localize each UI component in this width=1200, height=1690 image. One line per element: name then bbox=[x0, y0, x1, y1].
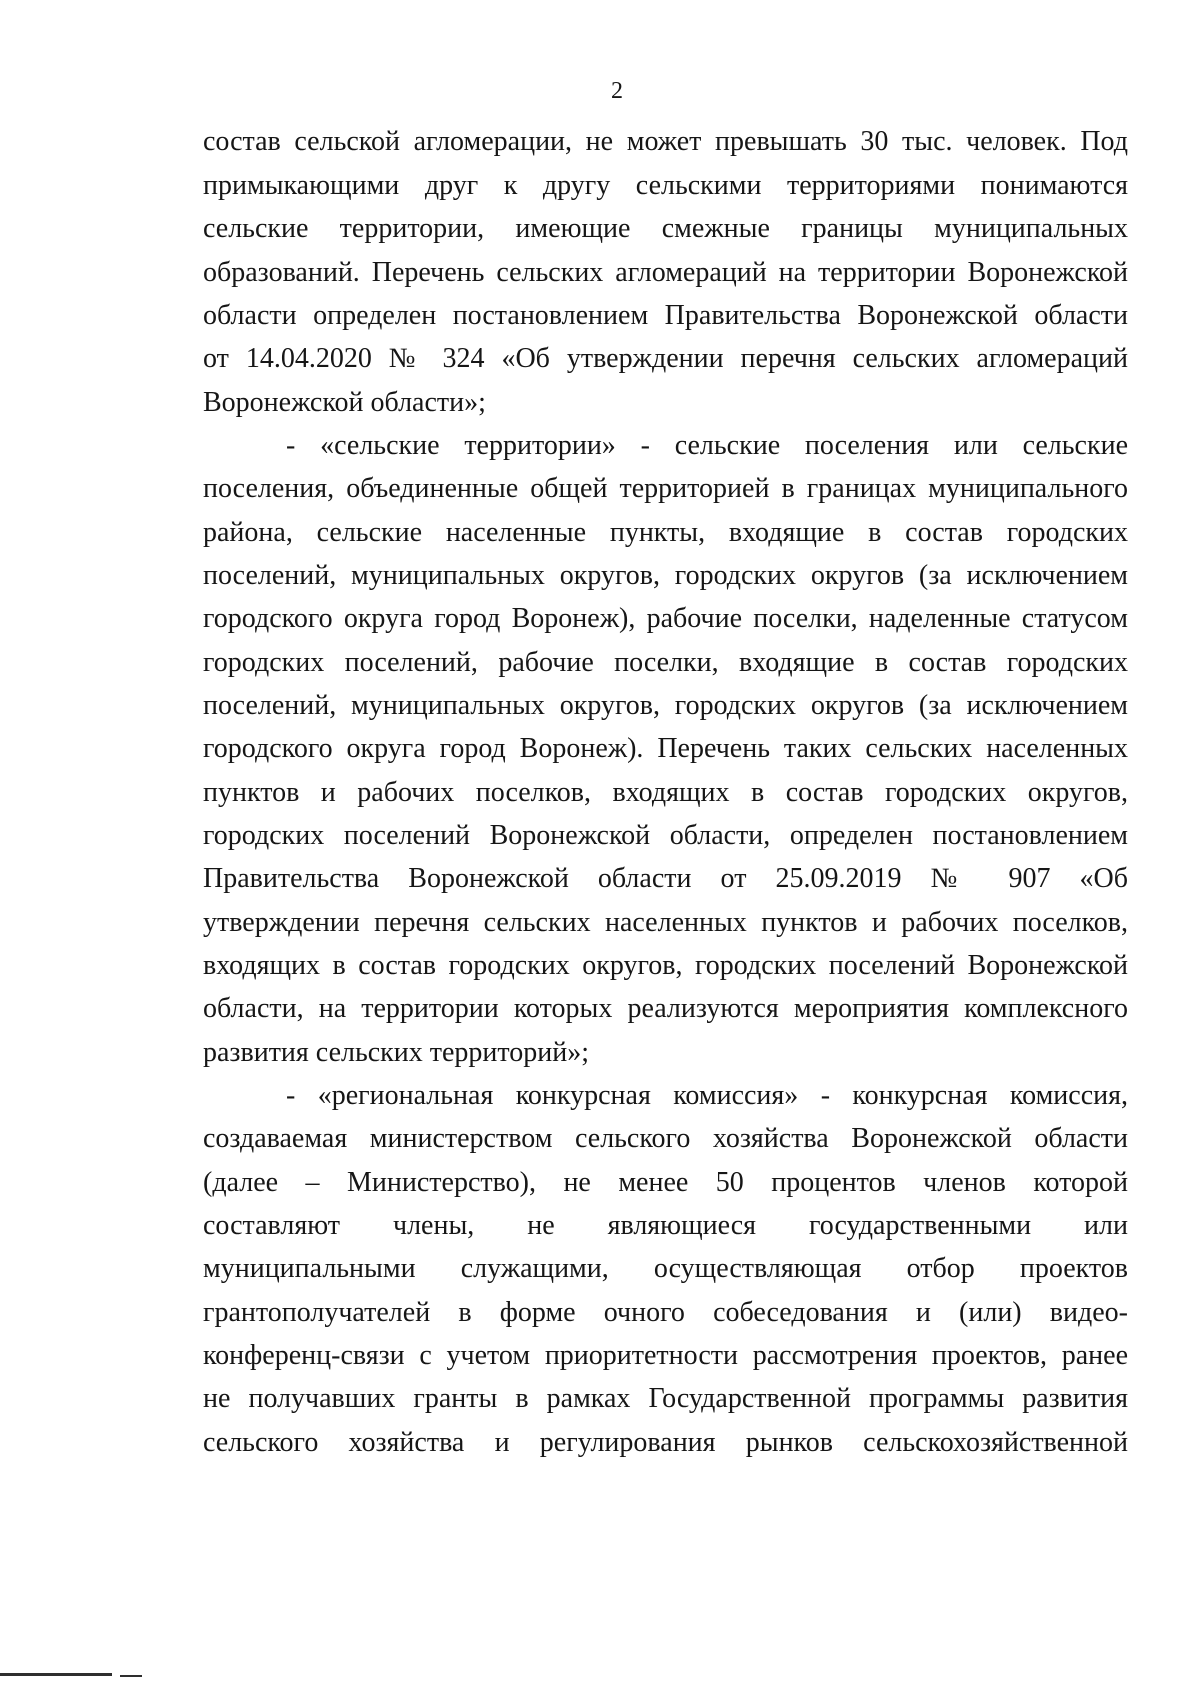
scan-artifact-line bbox=[120, 1675, 142, 1677]
text-line: пунктов и рабочих поселков, входящих в состав городских округов, bbox=[203, 777, 1128, 808]
text-line: утверждении перечня сельских населенных пунктов и рабочих поселков, bbox=[203, 907, 1128, 938]
paragraph-start-line: - «сельские территории» - сельские поселения или сельские bbox=[286, 430, 1128, 461]
text-line: Воронежской области»; bbox=[203, 387, 486, 418]
text-line: Правительства Воронежской области от 25.09.2019 № 907 «Об bbox=[203, 863, 1128, 894]
text-line: конференц-связи с учетом приоритетности рассмотрения проектов, ранее bbox=[203, 1340, 1128, 1371]
text-line: не получавших гранты в рамках Государственной программы развития bbox=[203, 1383, 1128, 1414]
text-line: района, сельские населенные пункты, входящие в состав городских bbox=[203, 517, 1128, 548]
text-line: поселения, объединенные общей территорией в границах муниципального bbox=[203, 473, 1128, 504]
text-line: городских поселений, рабочие поселки, входящие в состав городских bbox=[203, 647, 1128, 678]
text-line: городского округа город Воронеж). Перечень таких сельских населенных bbox=[203, 733, 1128, 764]
text-line: образований. Перечень сельских агломераций на территории Воронежской bbox=[203, 257, 1128, 288]
page-number: 2 bbox=[611, 78, 623, 104]
text-line: муниципальными служащими, осуществляющая отбор проектов bbox=[203, 1253, 1128, 1284]
text-line: грантополучателей в форме очного собеседования и (или) видео- bbox=[203, 1297, 1128, 1328]
text-line: составляют члены, не являющиеся государственными или bbox=[203, 1210, 1128, 1241]
text-line: области определен постановлением Правительства Воронежской области bbox=[203, 300, 1128, 331]
text-line: городского округа город Воронеж), рабочие поселки, наделенные статусом bbox=[203, 603, 1128, 634]
text-line: поселений, муниципальных округов, городских округов (за исключением bbox=[203, 690, 1128, 721]
text-line: (далее – Министерство), не менее 50 процентов членов которой bbox=[203, 1167, 1128, 1198]
text-line: сельские территории, имеющие смежные границы муниципальных bbox=[203, 213, 1128, 244]
text-line: входящих в состав городских округов, городских поселений Воронежской bbox=[203, 950, 1128, 981]
text-line: поселений, муниципальных округов, городских округов (за исключением bbox=[203, 560, 1128, 591]
scan-artifact-line bbox=[0, 1673, 112, 1676]
text-line: от 14.04.2020 № 324 «Об утверждении перечня сельских агломераций bbox=[203, 343, 1128, 374]
paragraph-start-line: - «региональная конкурсная комиссия» - конкурсная комиссия, bbox=[286, 1080, 1128, 1111]
text-line: создаваемая министерством сельского хозяйства Воронежской области bbox=[203, 1123, 1128, 1154]
text-line: состав сельской агломерации, не может превышать 30 тыс. человек. Под bbox=[203, 126, 1128, 157]
text-line: городских поселений Воронежской области, определен постановлением bbox=[203, 820, 1128, 851]
text-line: развития сельских территорий»; bbox=[203, 1037, 590, 1068]
text-line: примыкающими друг к другу сельскими территориями понимаются bbox=[203, 170, 1128, 201]
text-line: области, на территории которых реализуются мероприятия комплексного bbox=[203, 993, 1128, 1024]
text-line: сельского хозяйства и регулирования рынков сельскохозяйственной bbox=[203, 1427, 1128, 1458]
